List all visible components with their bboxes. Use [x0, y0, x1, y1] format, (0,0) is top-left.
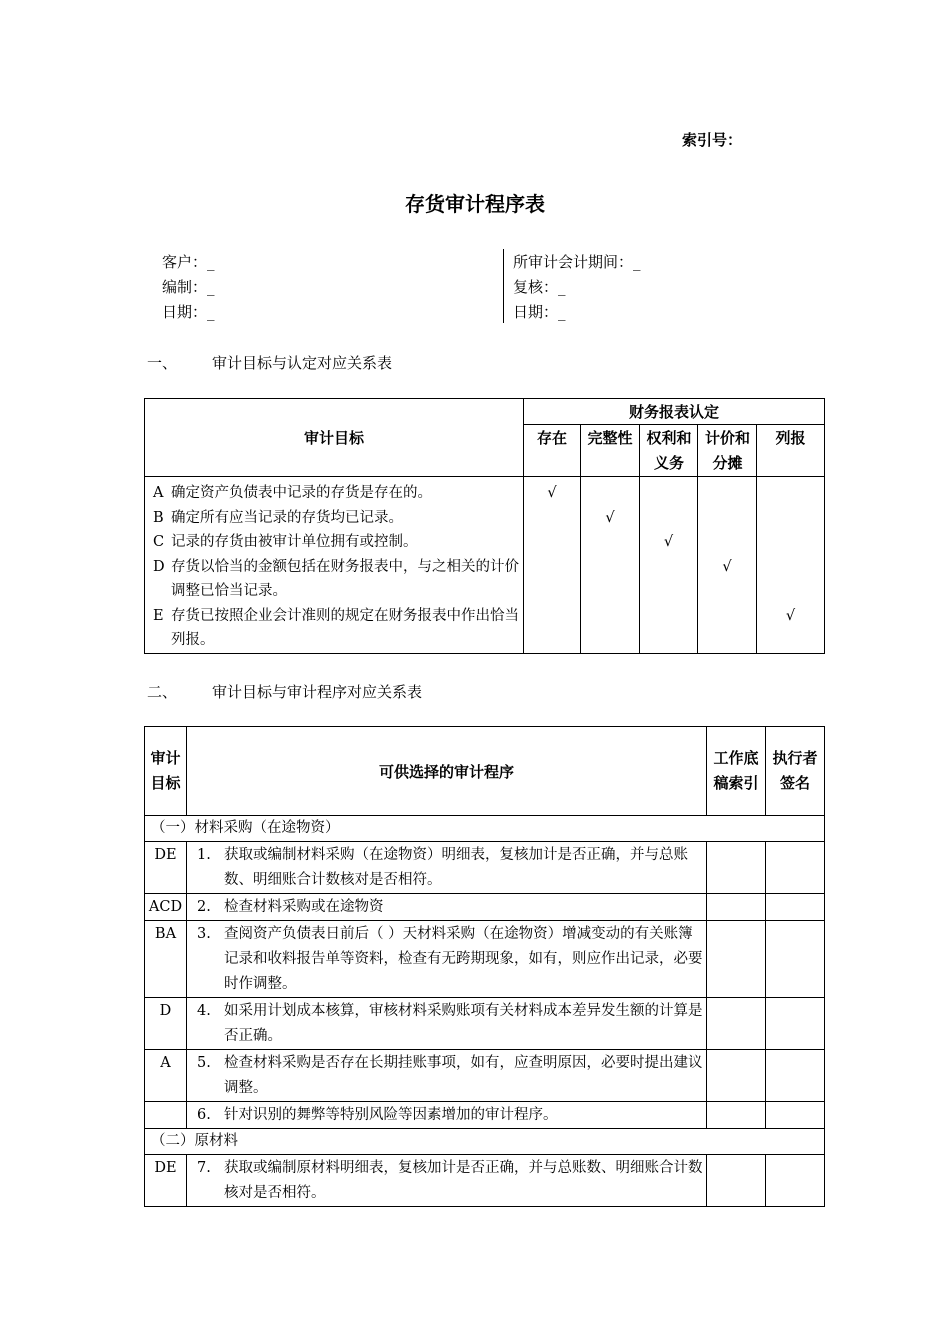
objective-code: D	[145, 998, 187, 1050]
workpaper-cell	[707, 1102, 766, 1129]
section1-title: 审计目标与认定对应关系表	[212, 354, 393, 372]
objective-item	[153, 604, 521, 653]
objective-text: 存货以恰当的金额包括在财务报表中，与之相关的计价调整已恰当记录。	[171, 558, 519, 599]
index-number-label: 索引号：	[682, 131, 743, 149]
assertion-header: 列报	[757, 425, 825, 477]
procedure-cell	[187, 921, 707, 998]
workpaper-col-header: 工作底稿索引	[707, 727, 766, 816]
assertion-column	[757, 477, 825, 654]
objective-text: 确定资产负债表中记录的存货是存在的。	[171, 485, 432, 501]
assertion-header: 计价和分摊	[698, 425, 757, 477]
objective-letter: B	[153, 509, 164, 526]
procedure-cell	[187, 1102, 707, 1129]
signer-cell	[766, 998, 825, 1050]
objective-text: 确定所有应当记录的存货均已记录。	[171, 509, 403, 526]
objective-item	[153, 555, 521, 604]
objectives-cell	[145, 477, 524, 654]
client-field: 客户：_	[162, 253, 215, 271]
assertion-column	[581, 477, 640, 654]
check-mark: √	[547, 485, 557, 501]
audit-period-field: 所审计会计期间：_	[513, 253, 641, 271]
workpaper-cell	[707, 1050, 766, 1102]
objective-code	[145, 1102, 187, 1129]
objective-item	[153, 530, 521, 555]
objective-procedure-table	[144, 726, 825, 1207]
objective-col-header: 审计目标	[145, 727, 187, 816]
section2-title: 审计目标与审计程序对应关系表	[212, 683, 423, 701]
signer-cell	[766, 1155, 825, 1207]
signer-cell	[766, 842, 825, 894]
procedure-text: 获取或编制原材料明细表，复核加计是否正确，并与总账数、明细账合计数核对是否相符。	[224, 1160, 703, 1201]
assertion-column	[640, 477, 698, 654]
procedure-number: 7.	[197, 1160, 211, 1176]
procedure-text: 检查材料采购是否存在长期挂账事项，如有，应查明原因，必要时提出建议调整。	[224, 1055, 703, 1096]
assertion-header: 存在	[524, 425, 581, 477]
procedure-text: 查阅资产负债表日前后（ ）天材料采购（在途物资）增减变动的有关账簿记录和收料报告单等资料，检查有无跨期现象，如有，则应作出记录，必要时作调整。	[224, 926, 703, 992]
objective-code: A	[145, 1050, 187, 1102]
objective-assertion-table	[144, 398, 825, 654]
info-divider	[503, 249, 504, 323]
check-mark: √	[722, 558, 732, 575]
reviewed-by-field: 复核：_	[513, 278, 566, 296]
procedure-number: 1.	[197, 847, 211, 863]
signer-cell	[766, 1102, 825, 1129]
section1-number: 一、	[147, 354, 178, 372]
workpaper-cell	[707, 921, 766, 998]
objective-item	[153, 506, 521, 531]
assertion-group-header: 财务报表认定	[524, 399, 825, 425]
section2-heading	[147, 681, 422, 702]
procedure-number: 3.	[197, 926, 211, 942]
assertion-column	[698, 477, 757, 654]
objective-text: 存货已按照企业会计准则的规定在财务报表中作出恰当列报。	[171, 607, 519, 648]
signer-cell	[766, 1050, 825, 1102]
signer-col-header: 执行者签名	[766, 727, 825, 816]
procedure-number: 4.	[197, 1003, 211, 1019]
group-row: （二）原材料	[145, 1129, 825, 1155]
objective-code: BA	[145, 921, 187, 998]
objective-letter: A	[153, 485, 164, 501]
date-field-right: 日期：_	[513, 303, 566, 321]
date-field-left: 日期：_	[162, 303, 215, 321]
objective-code: DE	[145, 1155, 187, 1207]
objective-letter: E	[153, 607, 164, 624]
check-mark: √	[605, 509, 615, 526]
workpaper-cell	[707, 842, 766, 894]
procedure-cell	[187, 998, 707, 1050]
group-row: （一）材料采购（在途物资）	[145, 816, 825, 842]
signer-cell	[766, 921, 825, 998]
procedure-cell	[187, 1050, 707, 1102]
check-mark: √	[785, 607, 796, 624]
prepared-by-field: 编制：_	[162, 278, 215, 296]
procedure-cell	[187, 842, 707, 894]
objective-text: 记录的存货由被审计单位拥有或控制。	[171, 534, 418, 550]
assertion-header: 权利和义务	[640, 425, 698, 477]
procedure-number: 5.	[197, 1055, 211, 1071]
workpaper-cell	[707, 894, 766, 921]
signer-cell	[766, 894, 825, 921]
objective-header: 审计目标	[145, 399, 524, 477]
objective-letter: D	[153, 558, 165, 575]
procedure-cell	[187, 1155, 707, 1207]
objective-code: DE	[145, 842, 187, 894]
workpaper-cell	[707, 1155, 766, 1207]
objective-code: ACD	[145, 894, 187, 921]
procedure-text: 获取或编制材料采购（在途物资）明细表，复核加计是否正确，并与总账数、明细账合计数核对是否相符。	[224, 847, 688, 888]
procedure-cell	[187, 894, 707, 921]
objective-letter: C	[153, 534, 165, 550]
procedure-text: 检查材料采购或在途物资	[224, 899, 384, 915]
workpaper-cell	[707, 998, 766, 1050]
section2-number: 二、	[147, 683, 178, 701]
assertion-header: 完整性	[581, 425, 640, 477]
procedure-number: 2.	[197, 899, 211, 915]
section1-heading	[147, 352, 392, 373]
assertion-column	[524, 477, 581, 654]
page-title: 存货审计程序表	[405, 192, 545, 216]
procedure-text: 如采用计划成本核算，审核材料采购账项有关材料成本差异发生额的计算是否正确。	[224, 1003, 703, 1044]
procedure-text: 针对识别的舞弊等特别风险等因素增加的审计程序。	[224, 1107, 558, 1123]
procedure-col-header: 可供选择的审计程序	[187, 727, 707, 816]
check-mark: √	[663, 534, 674, 550]
objective-item	[153, 481, 521, 506]
procedure-number: 6.	[197, 1107, 211, 1123]
